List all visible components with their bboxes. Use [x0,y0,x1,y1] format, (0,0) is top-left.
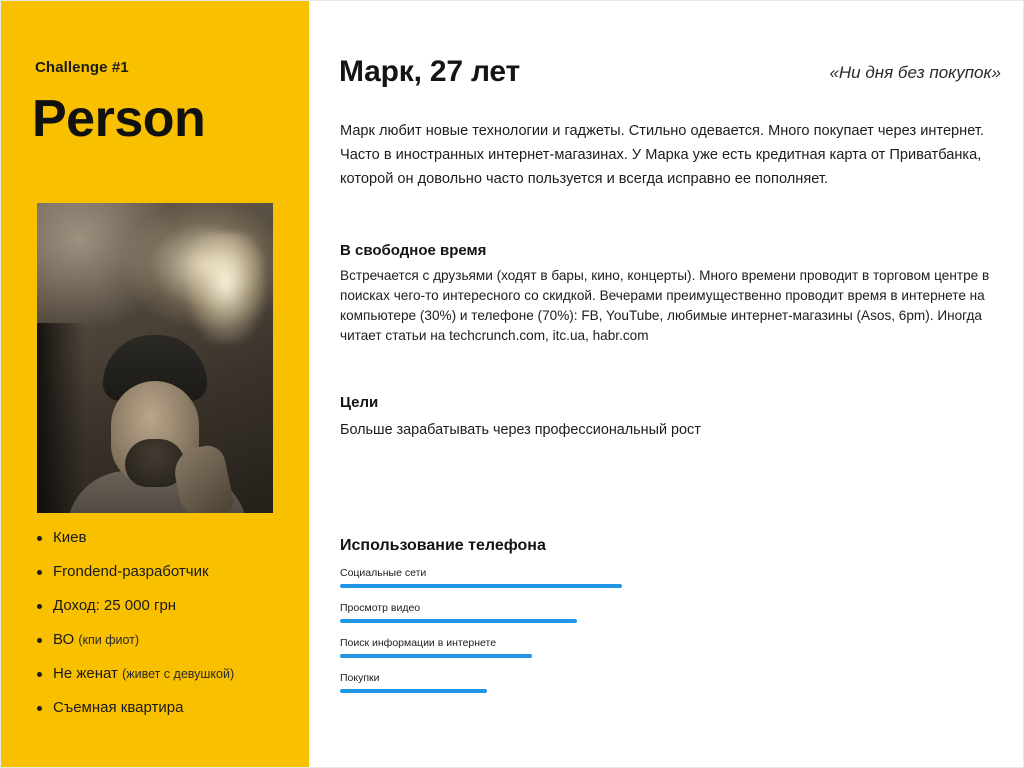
bar-track [340,584,980,588]
person-quote: «Ни дня без покупок» [829,63,1001,82]
content-area [309,1,1024,768]
fact-text: ВО [53,631,75,648]
bar-row [340,672,980,693]
fact-subtext: (живет с девушкой) [122,667,235,681]
fact-text: Киев [53,529,87,546]
bar-track [340,619,980,623]
fact-text: Доход: 25 000 грн [53,597,177,614]
list-item [35,529,285,547]
bar-row [340,567,980,588]
goals-paragraph: Больше зарабатывать через профессиональный рост [340,422,701,438]
bar-track [340,689,980,693]
section-heading-goals: Цели [340,394,379,411]
fact-subtext: (кпи фиот) [78,633,140,647]
bar-fill [340,619,577,623]
person-facts-list [35,529,285,733]
bar-label: Покупки [340,672,380,684]
bar-fill [340,654,532,658]
fact-text: Frondend-разработчик [53,563,209,580]
person-photo [37,203,273,513]
bar-row [340,602,980,623]
photo-shadow-left [37,323,85,513]
bar-row [340,637,980,658]
phone-usage-chart [340,567,980,707]
person-name-heading: Марк, 27 лет [339,55,520,88]
bar-fill [340,689,487,693]
intro-paragraph: Марк любит новые технологии и гаджеты. Стильно одевается. Много покупает через интернет. Часто в иностранных интернет-магазинах. У Марка уже есть кредитная карта от Приватбанка, которой он довольно часто пользуется и всегда исправно ее пополняет. [340,123,984,187]
photo-lamp-glow [187,233,265,343]
bar-fill [340,584,622,588]
list-item [35,563,285,581]
page-title: Person [32,90,206,148]
free-time-paragraph: Встречается с друзьями (ходят в бары, кино, концерты). Много времени проводит в торговом центре в поисках чего-то интересного со скидкой. Вечерами преимущественно проводит время в интернете на компьютере (30%) и телефоне (70%): FB, YouTube, любимые интернет-магазины (Asos, 6pm). Иногда читает статьи на techcrunch.com, itc.ua, habr.com [340,268,990,343]
left-yellow-panel [1,1,309,768]
bar-label: Просмотр видео [340,602,421,614]
fact-text: Съемная квартира [53,699,184,716]
fact-text: Не женат [53,665,118,682]
list-item [35,631,285,649]
bar-label: Поиск информации в интернете [340,637,497,649]
bar-track [340,654,980,658]
bar-label: Социальные сети [340,567,427,579]
list-item [35,699,285,717]
section-heading-phone-usage: Использование телефона [340,537,546,554]
section-heading-free-time: В свободное время [340,242,487,259]
list-item [35,597,285,615]
challenge-label: Challenge #1 [35,59,129,76]
list-item [35,665,285,683]
